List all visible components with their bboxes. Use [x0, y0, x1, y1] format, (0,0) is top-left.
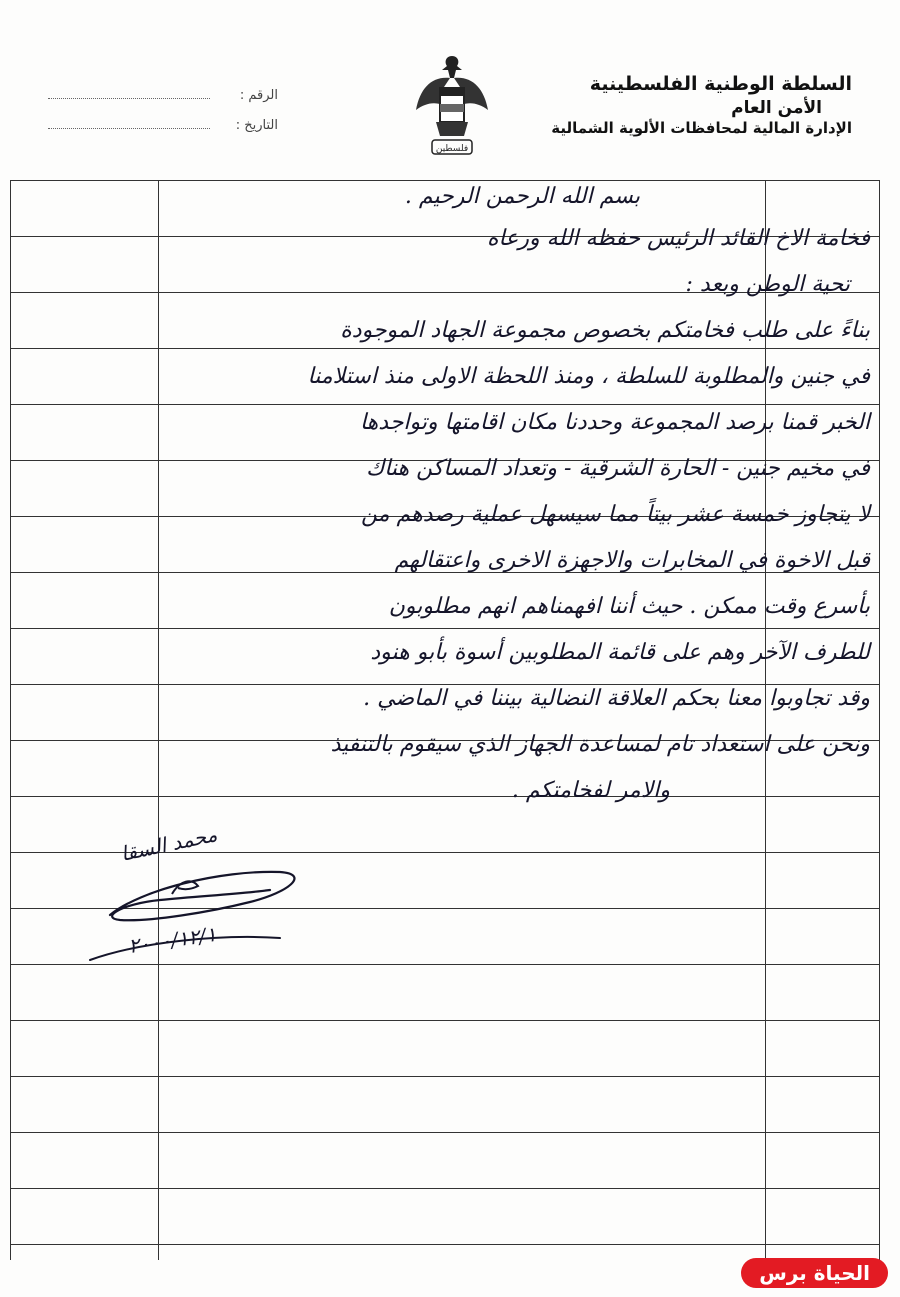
sub-dept-name: الإدارة المالية لمحافظات الألوية الشمالية: [551, 118, 852, 137]
letter-line: بسم الله الرحمن الرحيم .: [404, 184, 640, 209]
ruled-line: [10, 628, 880, 629]
date-label: التاريخ :: [235, 118, 278, 133]
letter-line: الخبر قمنا برصد المجموعة وحددنا مكان اقامتها وتواجدها: [359, 410, 870, 435]
date-row: [48, 116, 278, 146]
watermark-logo: الحياة برس: [741, 1258, 888, 1288]
dept-name: الأمن العام: [731, 97, 822, 118]
ruled-line: [10, 1076, 880, 1077]
margin-line-left: [158, 180, 159, 1260]
letter-line: لا يتجاوز خمسة عشر بيتاً مما سيسهل عملية رصدهم من: [360, 502, 870, 527]
number-field[interactable]: [48, 86, 210, 99]
emblem-caption: فلسطين: [435, 144, 469, 154]
letter-line: والامر لفخامتكم .: [511, 778, 670, 803]
letter-line: ونحن على استعداد تام لمساعدة الجهاز الذي سيقوم بالتنفيذ: [330, 732, 870, 757]
letter-line: تحية الوطن وبعد :: [685, 272, 850, 297]
grid-border-right: [879, 180, 880, 1260]
signature-name: محمد السقا: [118, 822, 220, 866]
ruled-line: [10, 1132, 880, 1133]
signature-date: ٢٠٠٠/١٢/١: [126, 921, 218, 959]
eagle-emblem-icon: [412, 48, 492, 158]
letter-line: قبل الاخوة في المخابرات والاجهزة الاخرى واعتقالهم: [394, 548, 870, 573]
ruled-line: [10, 348, 880, 349]
ruled-line: [10, 1244, 880, 1245]
letter-line: في جنين والمطلوبة للسلطة ، ومنذ اللحظة الاولى منذ استلامنا: [307, 364, 870, 389]
letterhead: [532, 72, 852, 138]
ruled-line: [10, 1188, 880, 1189]
ruled-line: [10, 796, 880, 797]
letter-line: في مخيم جنين - الحارة الشرقية - وتعداد المساكن هناك: [366, 456, 870, 481]
signature-scribble-icon: [80, 830, 330, 970]
number-label: الرقم :: [239, 88, 278, 103]
letter-line: للطرف الآخر وهم على قائمة المطلوبين أسوة بأبو هنود: [370, 640, 870, 665]
org-name: السلطة الوطنية الفلسطينية: [589, 73, 852, 95]
letter-line: وقد تجاوبوا معنا بحكم العلاقة النضالية بيننا في الماضي .: [363, 686, 870, 711]
letter-line: فخامة الاخ القائد الرئيس حفظه الله ورعاه: [487, 226, 870, 251]
ruled-line: [10, 180, 880, 181]
ruled-line: [10, 1020, 880, 1021]
meta-fields: [48, 86, 278, 146]
grid-border-left: [10, 180, 11, 1260]
ruled-line: [10, 684, 880, 685]
letter-line: بأسرع وقت ممكن . حيث أننا افهمناهم انهم مطلوبون: [388, 594, 870, 619]
letter-line: بناءً على طلب فخامتكم بخصوص مجموعة الجهاد الموجودة: [340, 318, 870, 343]
date-field[interactable]: [48, 116, 210, 129]
number-row: [48, 86, 278, 116]
ruled-line: [10, 404, 880, 405]
